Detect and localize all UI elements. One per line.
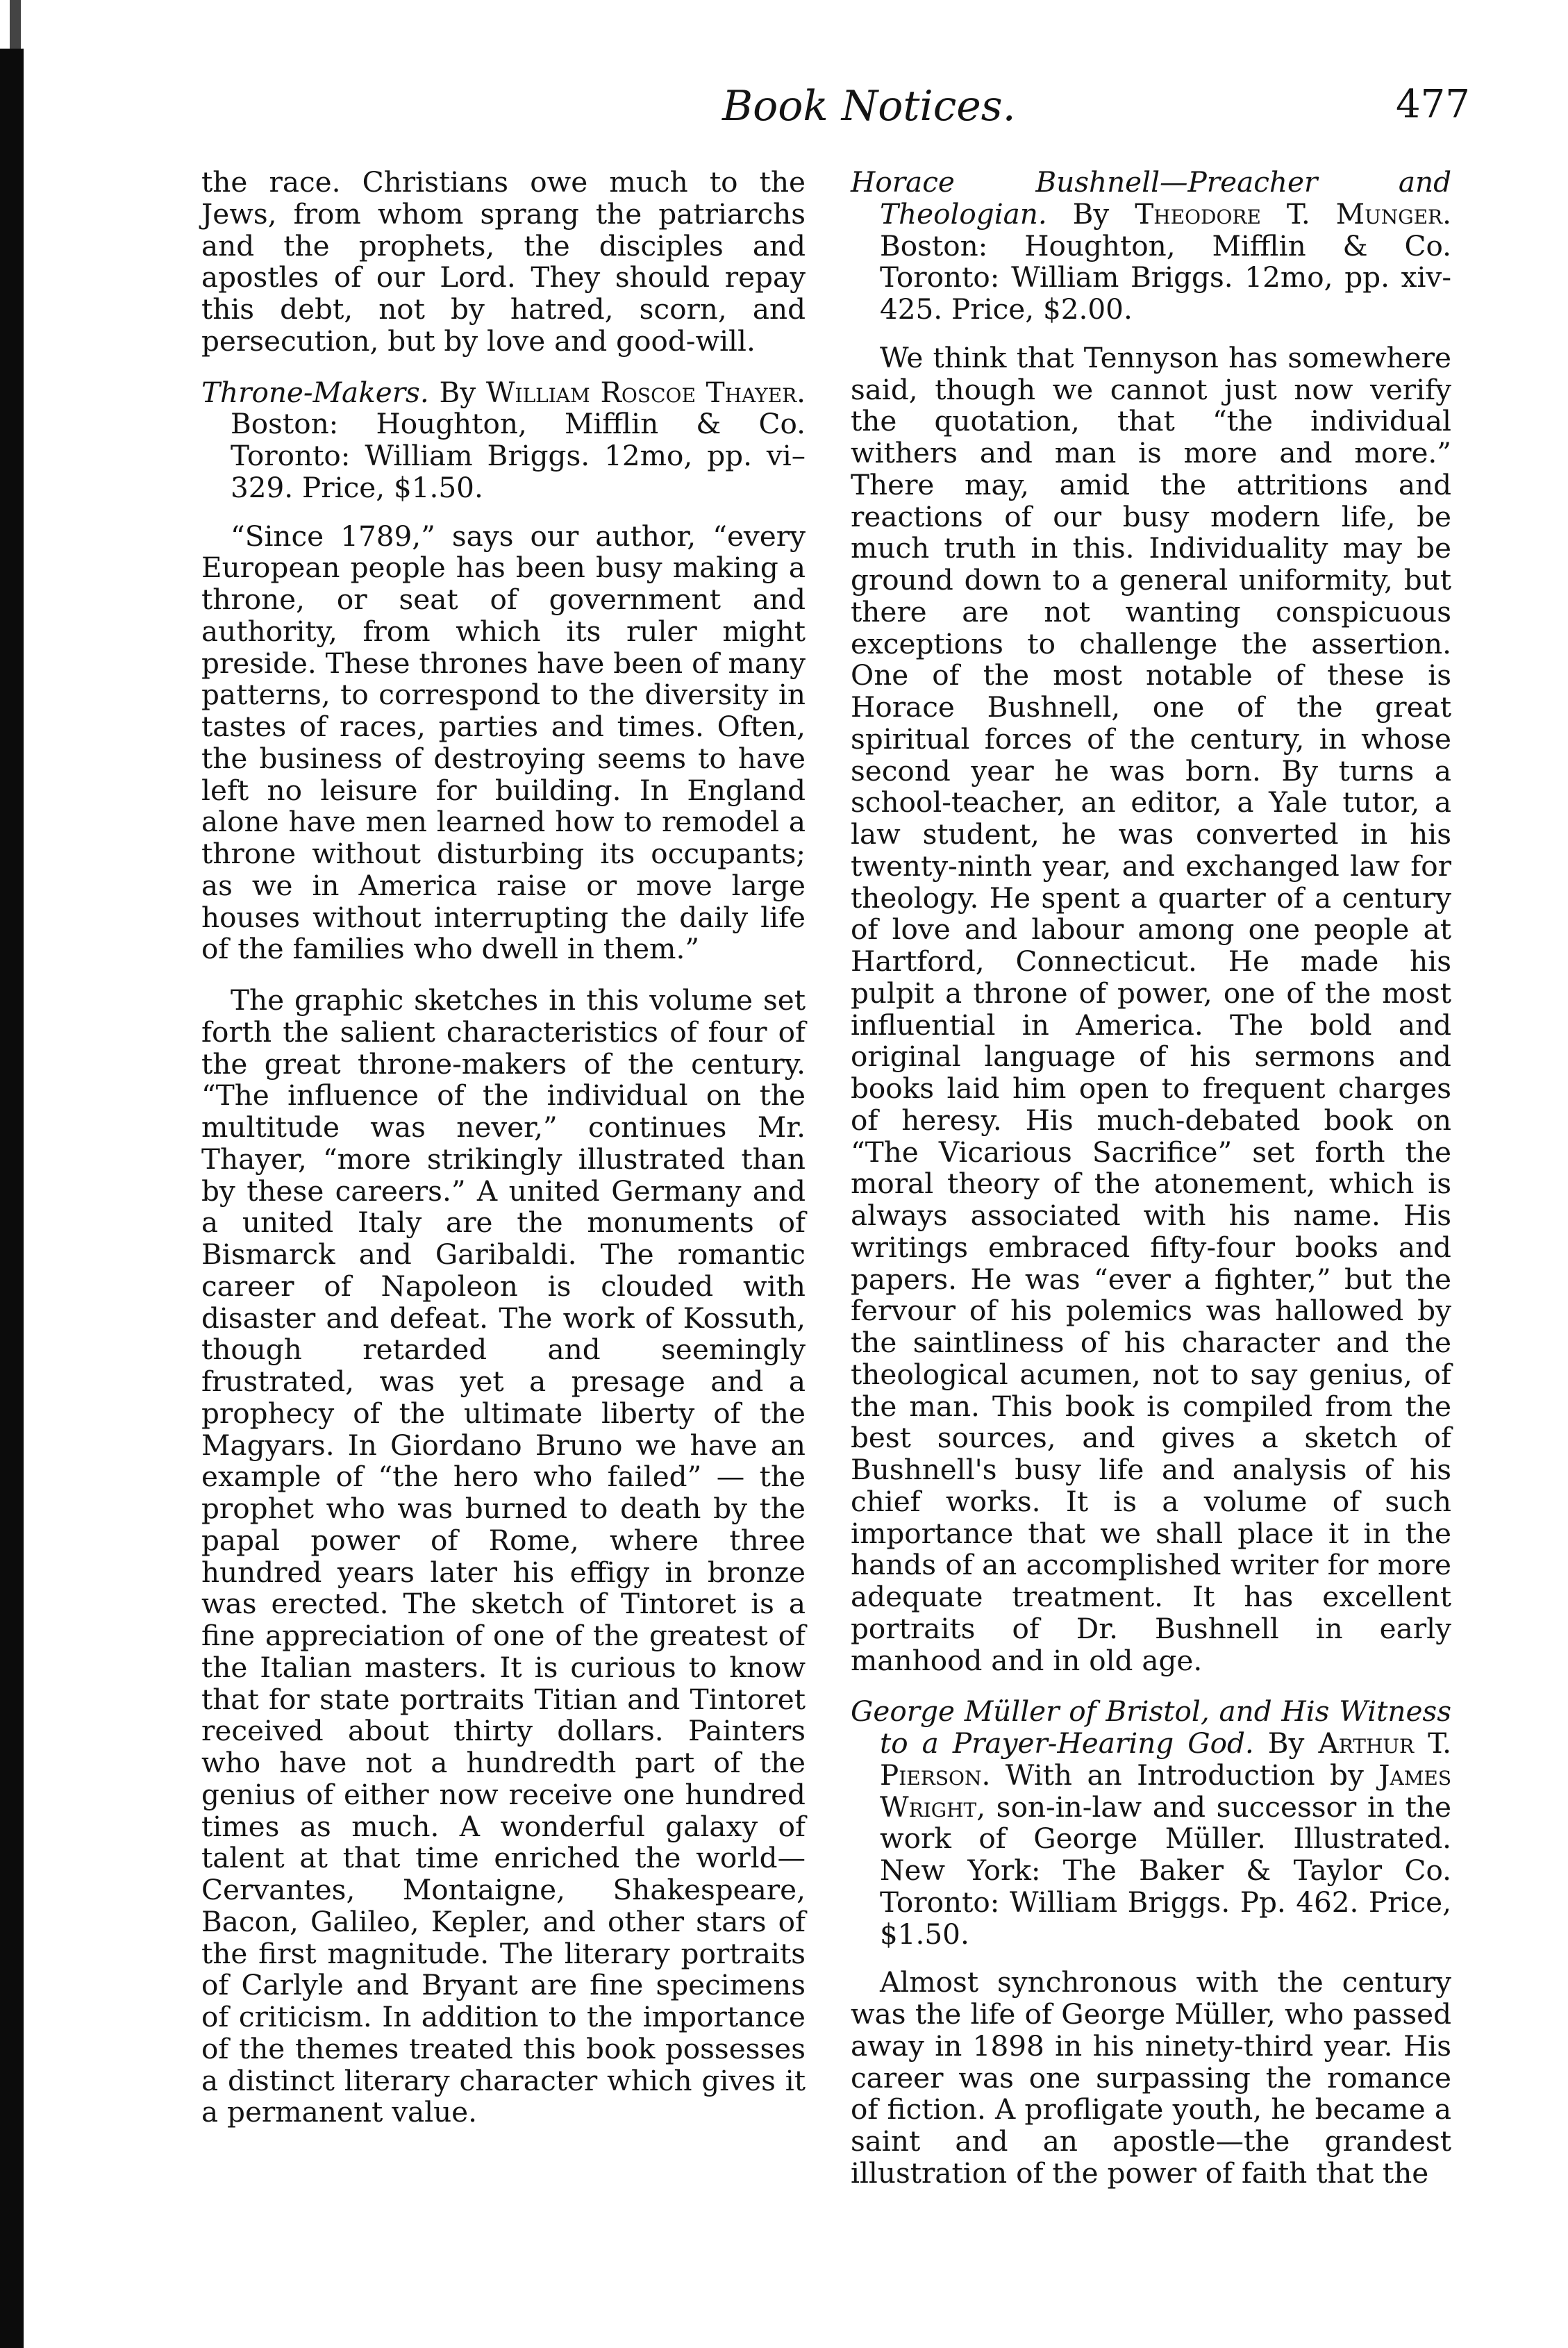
running-title: Book Notices. <box>722 82 1016 131</box>
left-column <box>201 167 806 2148</box>
review-paragraph: Almost synchronous with the century was the life of George Müller, who passed away in 1898 in his ninety-third year. His career was one surpassing the romance of fiction. A profligate youth, he became a saint and an apostle—the grandest illustration of the power of faith that the <box>851 1965 1451 2190</box>
intro-label: With an Introduction by <box>1005 1758 1364 1792</box>
book-publisher: Boston: Houghton, Mifflin & Co. Toronto: William Briggs. 12mo, pp. vi–329. Price, $1.50. <box>231 407 806 504</box>
book-title: George Müller of Bristol, and His Witness to a Prayer-Hearing God. <box>851 1695 1451 1760</box>
review-paragraph: The graphic sketches in this volume set forth the salient characteristics of four of the great throne-makers of the century. “The influence of the individual on the multitude was never,” continues Mr. Thayer, “more strikingly illustrated than by these careers.” A united Germany and a united Italy are the monuments of Bismarck and Garibaldi. The romantic career of Napoleon is clouded with disaster and defeat. The work of Kossuth, though retarded and seemingly frustrated, was yet a presage and a prophecy of the ultimate liberty of the Magyars. In Giordano Bruno we have an example of “the hero who failed” — the prophet who was burned to death by the papal power of Rome, where three hundred years later his effigy in bronze was erected. The sketch of Tintoret is a fine appreciation of one of the greatest of the Italian masters. It is curious to know that for state portraits Titian and Tintoret received about thirty dollars. Painters who have not a hundredth part of the genius of either now receive one hundred times as much. A wonderful galaxy of talent at that time enriched the world—Cervantes, Montaigne, Shakespeare, Bacon, Galileo, Kepler, and other stars of the first magnitude. The literary portraits of Carlyle and Bryant are fine specimens of criticism. In addition to the importance of the themes treated this book possesses a distinct literary character which gives it a permanent value. <box>201 983 806 2129</box>
book-publisher: son-in-law and successor in the work of George Müller. Illustrated. New York: The Baker & Taylor Co. Toronto: William Briggs. Pp. 462. Price, $1.50. <box>880 1790 1451 1951</box>
book-title: Throne-Makers. <box>201 375 429 409</box>
book-title: Horace Bushnell—Preacher and Theologian. <box>851 165 1451 231</box>
book-author: William Roscoe Thayer. <box>485 375 806 409</box>
by-word: By <box>1267 1726 1305 1760</box>
review-paragraph: We think that Tennyson has somewhere said, though we cannot just now verify the quotation, that “the individual withers and man is more and more.” There may, amid the attritions and reactions of our busy modern life, be much truth in this. Individuality may be ground down to a general uniformity, but there are not wanting conspicuous exceptions to challenge the assertion. One of the most notable of these is Horace Bushnell, one of the great spiritual forces of the century, in whose second year he was born. By turns a school-teacher, an editor, a Yale tutor, a law student, he was converted in his twenty-ninth year, and exchanged law for theology. He spent a quarter of a century of love and labour among one people at Hartford, Connecticut. He made his pulpit a throne of power, one of the most influential in America. The bold and original language of his sermons and books laid him open to frequent charges of heresy. His much-debated book on “The Vicarious Sacrifice” set forth the moral theory of the atonement, which is always associated with his name. His writings embraced fifty-four books and papers. He was “ever a fighter,” but the fervour of his polemics was hallowed by the saintliness of his character and the theological acumen, not to say genius, of the man. This book is compiled from the best sources, and gives a sketch of Bushnell's busy life and analysis of his chief works. It is a volume of such importance that we shall place it in the hands of an accomplished writer for more adequate treatment. It has excellent portraits of Dr. Bushnell in early manhood and in old age. <box>851 340 1451 1677</box>
scanned-binding-edge <box>0 49 24 2348</box>
intro-author: James Wright, <box>880 1758 1452 1824</box>
book-entry-horace-bushnell <box>851 167 1451 326</box>
book-entry-george-muller <box>851 1696 1451 1950</box>
book-author: Theodore T. Munger. <box>1135 197 1451 231</box>
right-column <box>851 167 1451 2209</box>
by-word: By <box>1072 197 1110 231</box>
review-paragraph: “Since 1789,” says our author, “every European people has been busy making a throne, or seat of government and authority, from which its ruler might preside. These thrones have been of many patterns, to correspond to the diversity in tastes of races, parties and times. Often, the business of destroying seems to have left no leisure for building. In England alone have men learned how to remodel a throne without disturbing its occupants; as we in America raise or move large houses without interrupting the daily life of the families who dwell in them.” <box>201 519 806 966</box>
page-number: 477 <box>1396 82 1470 127</box>
book-entry-throne-makers <box>201 377 806 504</box>
by-word: By <box>439 375 476 409</box>
page-edge-mark <box>10 0 21 56</box>
book-author: Arthur T. Pierson. <box>880 1726 1452 1792</box>
book-publisher: Boston: Houghton, Mifflin & Co. Toronto: William Briggs. 12mo, pp. xiv-425. Price, $2.00. <box>880 228 1451 326</box>
continuation-paragraph: the race. Christians owe much to the Jews, from whom sprang the patriarchs and the prophets, the disciples and apostles of our Lord. They should repay this debt, not by hatred, scorn, and persecution, but by love and good-will. <box>201 165 806 358</box>
